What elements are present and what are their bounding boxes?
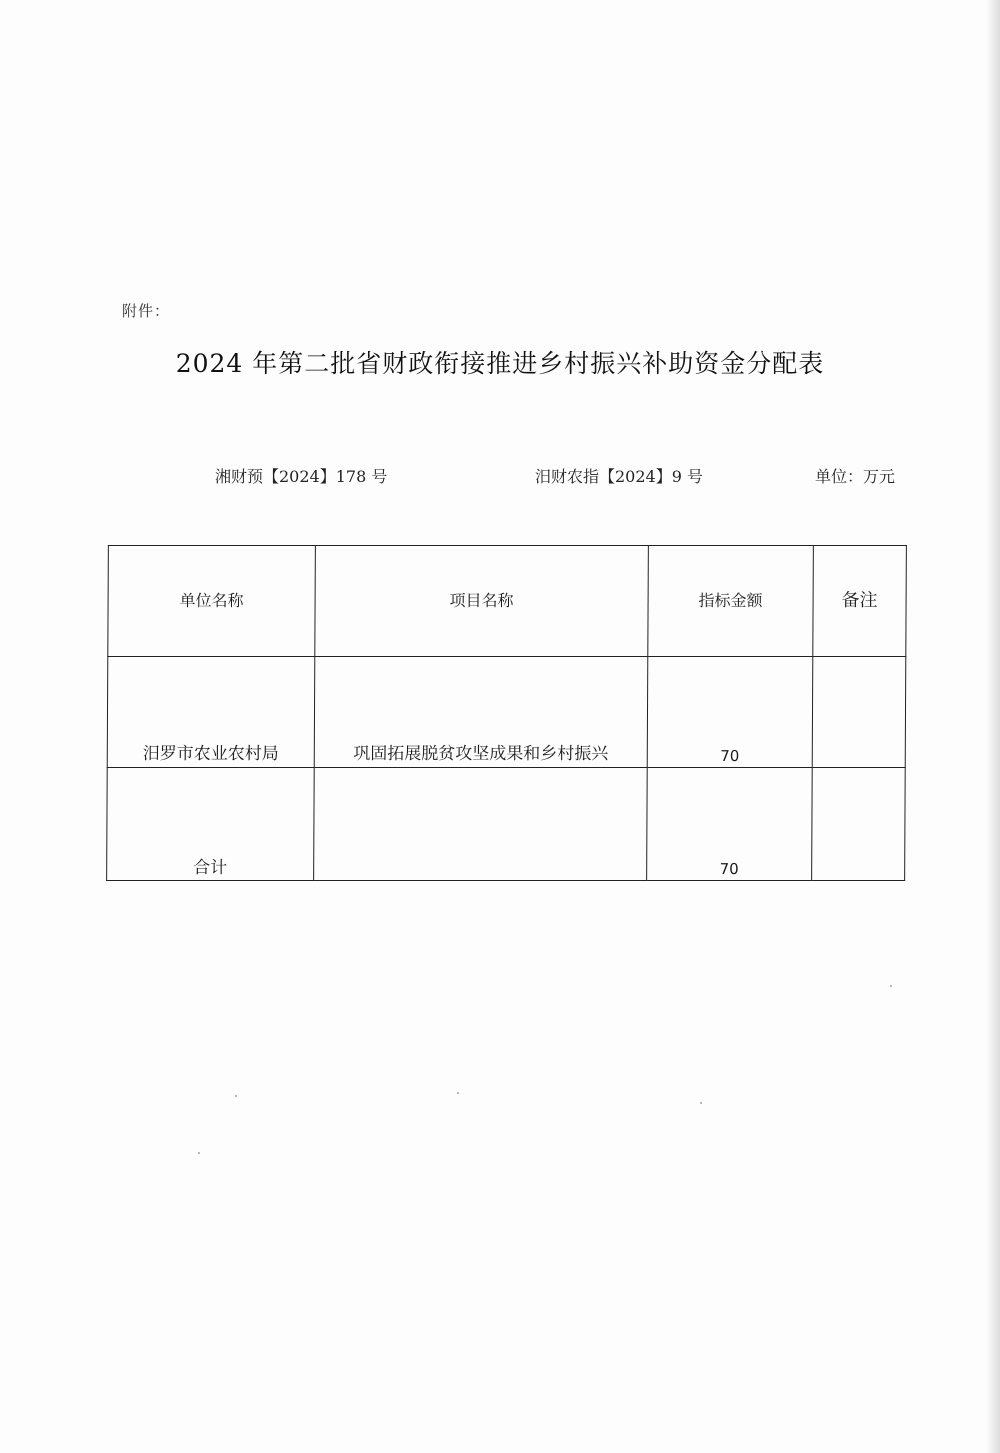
table-header-row [108, 546, 907, 657]
table-total-row [107, 768, 906, 881]
table-row [107, 657, 906, 768]
attachment-label: 附件： [122, 302, 171, 320]
city-document-number: 汨财农指【2024】9 号 [535, 467, 703, 486]
header-unit-name: 单位名称 [108, 546, 316, 657]
total-amount: 70 [647, 768, 813, 881]
provincial-document-number: 湘财预【2024】178 号 [215, 467, 388, 486]
document-title: 2024 年第二批省财政衔接推进乡村振兴补助资金分配表 [175, 349, 825, 378]
scan-speck [198, 1152, 200, 1154]
total-label: 合计 [107, 768, 315, 881]
total-remarks [812, 768, 906, 881]
header-project-name: 项目名称 [315, 546, 649, 657]
cell-amount: 70 [647, 657, 813, 768]
total-project-name [314, 768, 648, 881]
allocation-table [106, 545, 907, 881]
cell-project-name: 巩固拓展脱贫攻坚成果和乡村振兴 [314, 657, 648, 768]
cell-remarks [812, 657, 906, 768]
scan-edge-shadow [986, 0, 1000, 1453]
header-remarks: 备注 [813, 546, 907, 657]
header-amount: 指标金额 [648, 546, 814, 657]
scan-speck [890, 985, 892, 987]
scan-speck [457, 1092, 459, 1094]
unit-of-measure: 单位：万元 [815, 467, 896, 486]
scan-speck [700, 1102, 702, 1104]
scan-speck [235, 1095, 237, 1097]
cell-unit-name: 汨罗市农业农村局 [107, 657, 315, 768]
